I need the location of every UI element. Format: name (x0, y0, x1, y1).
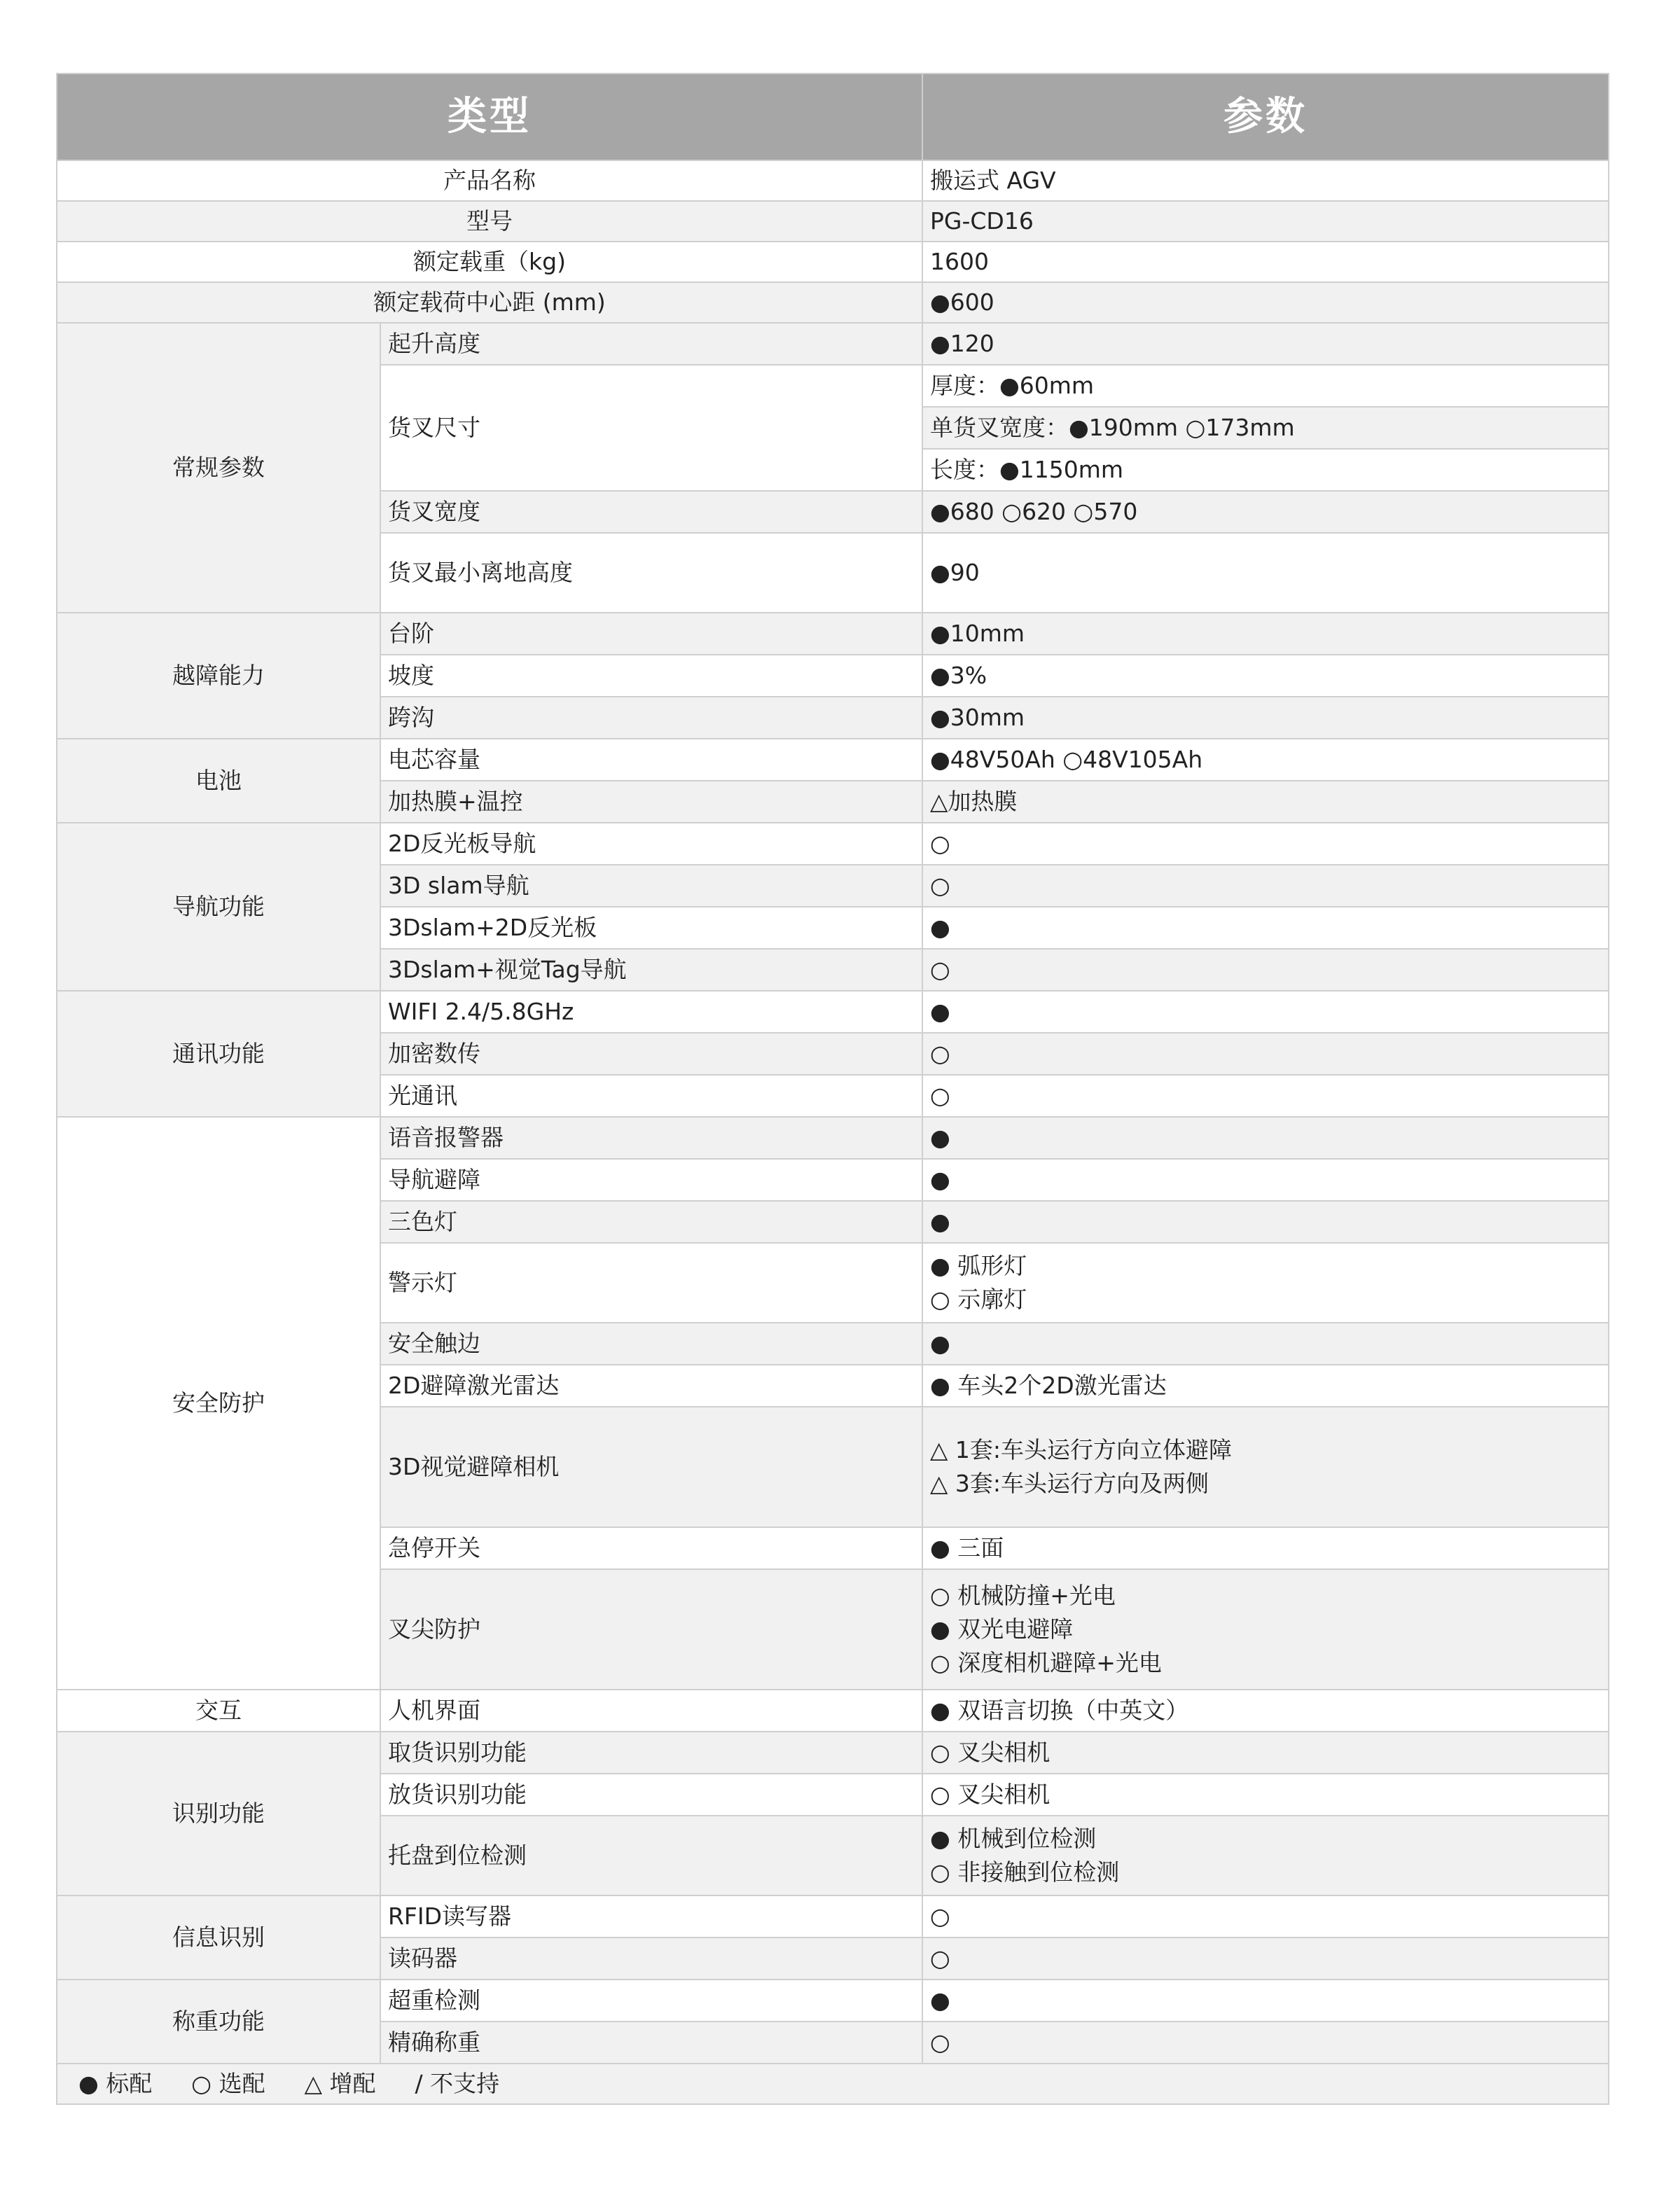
category-cell: 通讯功能 (57, 991, 380, 1117)
feature-cell: 2D反光板导航 (380, 823, 922, 865)
value-cell: ● (922, 991, 1609, 1033)
feature-cell: 导航避障 (380, 1159, 922, 1201)
feature-cell: 起升高度 (380, 323, 922, 365)
legend-item: △ 增配 (304, 2070, 376, 2097)
value-cell: ● (922, 1980, 1609, 2022)
value-cell: △ 1套:车头运行方向立体避障 △ 3套:车头运行方向及两侧 (922, 1407, 1609, 1527)
table-row (57, 1732, 1609, 1774)
spec-body (57, 160, 1609, 2104)
value-cell: ● 双语言切换（中英文） (922, 1690, 1609, 1732)
value-cell: ● (922, 1323, 1609, 1365)
legend-item: / 不支持 (415, 2070, 500, 2097)
value-cell: ●30mm (922, 697, 1609, 739)
category-cell: 称重功能 (57, 1980, 380, 2064)
row-label: 额定载荷中心距 (mm) (57, 282, 922, 323)
feature-cell: 货叉尺寸 (380, 365, 922, 491)
value-cell: ○ (922, 2022, 1609, 2064)
table-row (57, 160, 1609, 201)
value-cell: ●120 (922, 323, 1609, 365)
value-cell: ● 机械到位检测 ○ 非接触到位检测 (922, 1816, 1609, 1895)
feature-cell: 读码器 (380, 1938, 922, 1980)
feature-cell: 电芯容量 (380, 739, 922, 781)
value-cell: ○ 机械防撞+光电 ● 双光电避障 ○ 深度相机避障+光电 (922, 1569, 1609, 1690)
value-cell: ● (922, 1201, 1609, 1243)
value-cell: ○ (922, 823, 1609, 865)
value-cell: ●90 (922, 533, 1609, 613)
value-cell: ○ (922, 1895, 1609, 1938)
value-cell: ● 弧形灯 ○ 示廓灯 (922, 1243, 1609, 1323)
feature-cell: RFID读写器 (380, 1895, 922, 1938)
feature-cell: 三色灯 (380, 1201, 922, 1243)
feature-cell: 3D slam导航 (380, 865, 922, 907)
value-cell: ●10mm (922, 613, 1609, 655)
header-type: 类型 (57, 74, 922, 160)
legend-row (57, 2064, 1609, 2104)
value-cell: ●48V50Ah ○48V105Ah (922, 739, 1609, 781)
value-cell: 厚度：●60mm (922, 365, 1609, 407)
row-label: 型号 (57, 201, 922, 242)
table-row (57, 1895, 1609, 1938)
row-value: 1600 (922, 242, 1609, 282)
value-cell: △加热膜 (922, 781, 1609, 823)
value-cell: ● 车头2个2D激光雷达 (922, 1365, 1609, 1407)
row-label: 产品名称 (57, 160, 922, 201)
feature-cell: 3Dslam+视觉Tag导航 (380, 949, 922, 991)
feature-cell: 急停开关 (380, 1527, 922, 1569)
table-row (57, 201, 1609, 242)
value-cell: ● (922, 1117, 1609, 1159)
value-cell: ○ (922, 1938, 1609, 1980)
value-cell: 长度：●1150mm (922, 449, 1609, 491)
feature-cell: 光通讯 (380, 1075, 922, 1117)
category-cell: 常规参数 (57, 323, 380, 613)
row-label: 额定载重（kg) (57, 242, 922, 282)
category-cell: 信息识别 (57, 1895, 380, 1980)
feature-cell: 叉尖防护 (380, 1569, 922, 1690)
category-cell: 越障能力 (57, 613, 380, 739)
category-cell: 电池 (57, 739, 380, 823)
feature-cell: 安全触边 (380, 1323, 922, 1365)
value-cell: ● (922, 907, 1609, 949)
header-row (57, 74, 1609, 160)
feature-cell: 跨沟 (380, 697, 922, 739)
feature-cell: 货叉最小离地高度 (380, 533, 922, 613)
table-row (57, 1690, 1609, 1732)
value-cell: ○ (922, 949, 1609, 991)
legend-item: ● 标配 (78, 2070, 153, 2097)
value-cell: ● 三面 (922, 1527, 1609, 1569)
spec-table (56, 73, 1609, 2105)
feature-cell: 取货识别功能 (380, 1732, 922, 1774)
feature-cell: 人机界面 (380, 1690, 922, 1732)
legend (57, 2064, 1609, 2104)
header-params: 参数 (922, 74, 1609, 160)
feature-cell: 3Dslam+2D反光板 (380, 907, 922, 949)
feature-cell: 台阶 (380, 613, 922, 655)
feature-cell: 加热膜+温控 (380, 781, 922, 823)
value-cell: 单货叉宽度：●190mm ○173mm (922, 407, 1609, 449)
feature-cell: 警示灯 (380, 1243, 922, 1323)
feature-cell: 2D避障激光雷达 (380, 1365, 922, 1407)
table-row (57, 1980, 1609, 2022)
feature-cell: 语音报警器 (380, 1117, 922, 1159)
value-cell: ○ 叉尖相机 (922, 1732, 1609, 1774)
feature-cell: 加密数传 (380, 1033, 922, 1075)
feature-cell: 托盘到位检测 (380, 1816, 922, 1895)
table-row (57, 823, 1609, 865)
category-cell: 交互 (57, 1690, 380, 1732)
feature-cell: 货叉宽度 (380, 491, 922, 533)
category-cell: 识别功能 (57, 1732, 380, 1895)
table-row (57, 282, 1609, 323)
value-cell: ○ (922, 1033, 1609, 1075)
legend-item: ○ 选配 (191, 2070, 265, 2097)
feature-cell: 放货识别功能 (380, 1774, 922, 1816)
feature-cell: 超重检测 (380, 1980, 922, 2022)
feature-cell: WIFI 2.4/5.8GHz (380, 991, 922, 1033)
feature-cell: 精确称重 (380, 2022, 922, 2064)
feature-cell: 坡度 (380, 655, 922, 697)
row-value: ●600 (922, 282, 1609, 323)
value-cell: ●680 ○620 ○570 (922, 491, 1609, 533)
table-row (57, 739, 1609, 781)
value-cell: ○ (922, 865, 1609, 907)
category-cell: 导航功能 (57, 823, 380, 991)
row-value: 搬运式 AGV (922, 160, 1609, 201)
value-cell: ●3% (922, 655, 1609, 697)
value-cell: ○ 叉尖相机 (922, 1774, 1609, 1816)
category-cell: 安全防护 (57, 1117, 380, 1690)
row-value: PG-CD16 (922, 201, 1609, 242)
table-row (57, 1117, 1609, 1159)
table-row (57, 613, 1609, 655)
table-row (57, 242, 1609, 282)
value-cell: ○ (922, 1075, 1609, 1117)
table-row (57, 991, 1609, 1033)
feature-cell: 3D视觉避障相机 (380, 1407, 922, 1527)
table-row (57, 323, 1609, 365)
value-cell: ● (922, 1159, 1609, 1201)
